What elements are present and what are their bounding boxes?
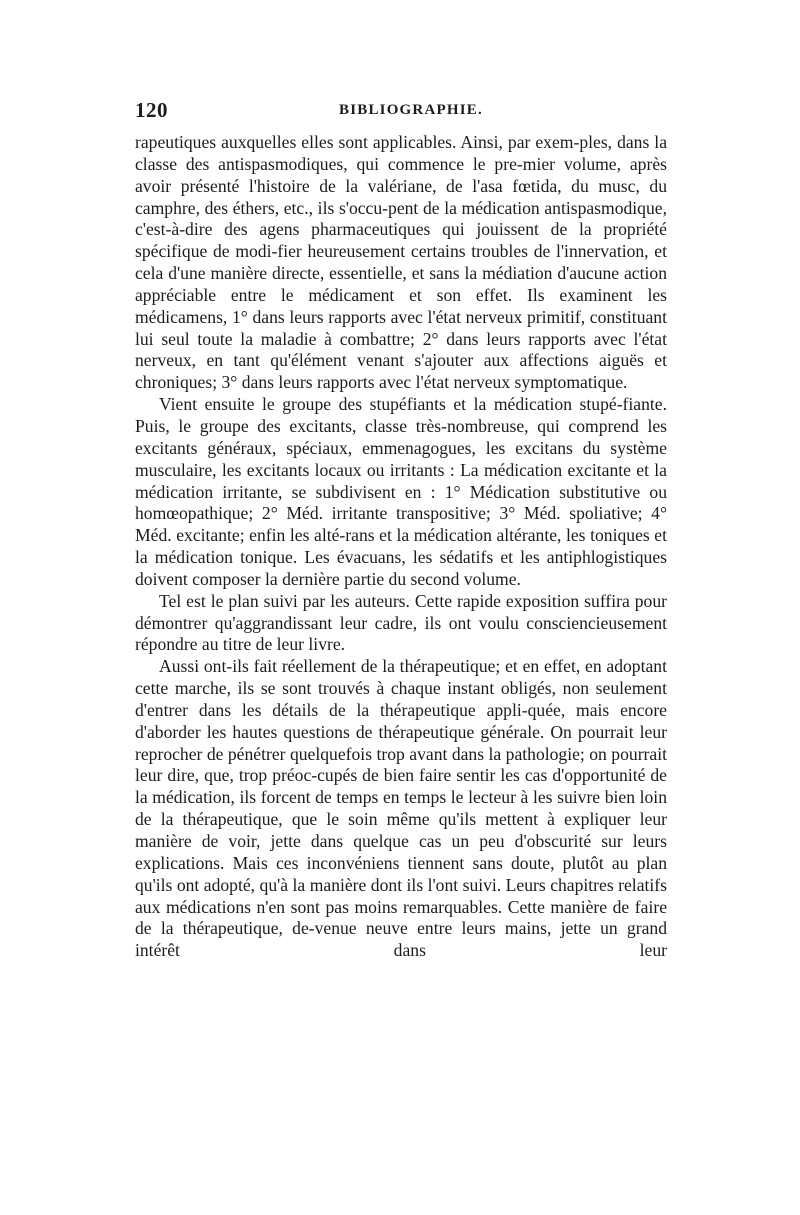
page-header (135, 98, 667, 132)
page-number: 120 (135, 98, 168, 122)
paragraph-3: Tel est le plan suivi par les auteurs. Cette rapide exposition suffira pour démontrer qu'aggrandissant leur cadre, ils ont voulu consciencieusement répondre au titre de leur livre. (135, 590, 667, 655)
body-text (135, 132, 667, 962)
book-page (135, 98, 667, 962)
running-head: BIBLIOGRAPHIE. (339, 102, 483, 118)
paragraph-1: rapeutiques auxquelles elles sont applicables. Ainsi, par exem-ples, dans la classe des antispasmodiques, qui commence le pre-mier volume, après avoir présenté l'histoire de la valériane, de l'asa fœtida, du musc, du camphre, des éthers, etc., ils s'occu-pent de la médication antispasmodique, c'est-à-dire des agens pharmaceutiques qui jouissent de la propriété spécifique de modi-fier heureusement certains troubles de l'innervation, et cela d'une manière directe, essentielle, et sans la médiation d'aucune action appréciable entre le médicament et son effet. Ils examinent les médicamens, 1° dans leurs rapports avec l'état nerveux primitif, constituant lui seul toute la maladie à combattre; 2° dans leurs rapports avec l'état nerveux, en tant qu'élément venant s'ajouter aux affections aiguës et chroniques; 3° dans leurs rapports avec l'état nerveux symptomatique. (135, 132, 667, 393)
paragraph-2: Vient ensuite le groupe des stupéfiants et la médication stupé-fiante. Puis, le groupe des excitants, classe très-nombreuse, qui comprend les excitants généraux, spéciaux, emmenagogues, les excitans du système musculaire, les excitants locaux ou irritants : La médication excitante et la médication irritante, se subdivisent en : 1° Médication substitutive ou homœopathique; 2° Méd. irritante transpositive; 3° Méd. spoliative; 4° Méd. excitante; enfin les alté-rans et la médication altérante, les toniques et la médication tonique. Les évacuans, les sédatifs et les antiphlogistiques doivent composer la dernière partie du second volume. (135, 394, 667, 589)
paragraph-4: Aussi ont-ils fait réellement de la thérapeutique; et en effet, en adoptant cette marche, ils se sont trouvés à chaque instant obligés, non seulement d'entrer dans les détails de la thérapeutique appli-quée, mais encore d'aborder les hautes questions de thérapeutique générale. On pourrait leur reprocher de pénétrer quelquefois trop avant dans la pathologie; on pourrait leur dire, que, trop préoc-cupés de bien faire sentir les cas d'opportunité de la médication, ils forcent de temps en temps le lecteur à les suivre bien loin de la thérapeutique, que le soin même qu'ils mettent à expliquer leur manière de voir, jette dans quelque cas un peu d'obscurité sur leurs explications. Mais ces inconvéniens tiennent sans doute, plutôt au plan qu'ils ont adopté, qu'à la manière dont ils l'ont suivi. Leurs chapitres relatifs aux médications n'en sont pas moins remarquables. Cette manière de faire de la thérapeutique, de-venue neuve entre leurs mains, jette un grand intérêt dans leur (135, 656, 667, 961)
